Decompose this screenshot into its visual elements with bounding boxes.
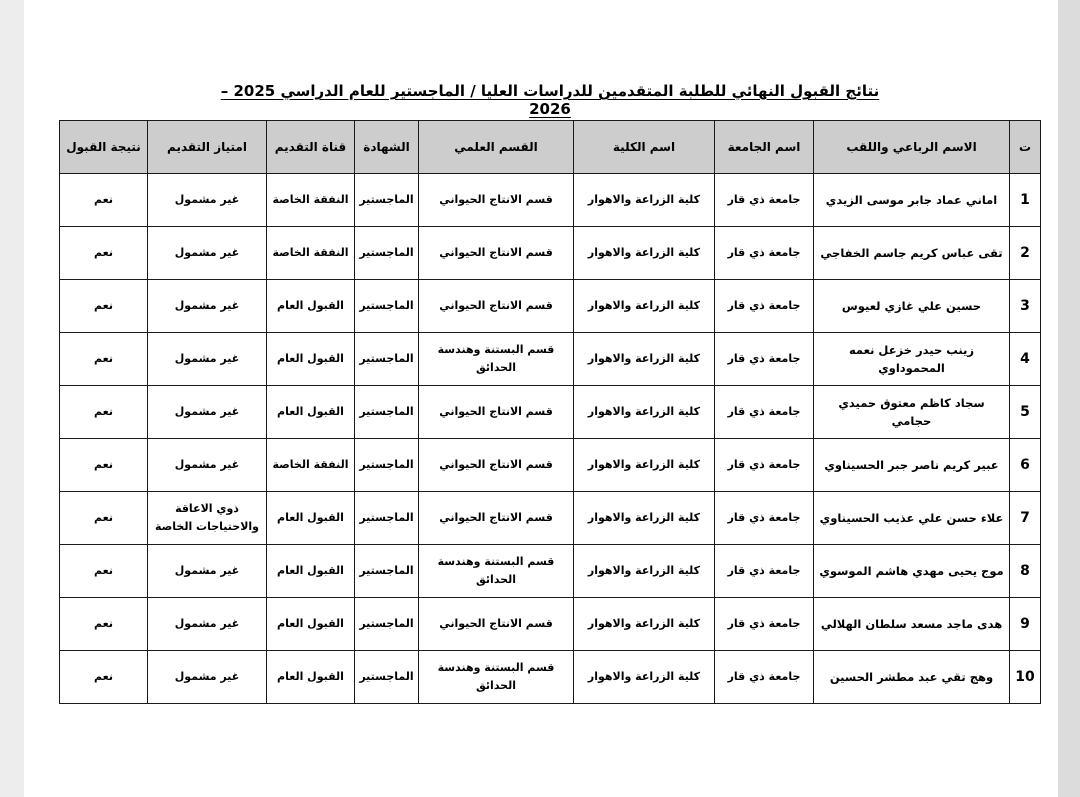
table-row [60, 333, 1041, 386]
table-row [60, 651, 1041, 704]
cell-college: كلية الزراعة والاهوار [574, 174, 715, 227]
cell-channel: القبول العام [267, 651, 355, 704]
cell-degree: الماجستير [355, 174, 419, 227]
table-row [60, 492, 1041, 545]
cell-degree: الماجستير [355, 492, 419, 545]
cell-result: نعم [60, 333, 148, 386]
cell-degree: الماجستير [355, 227, 419, 280]
cell-college: كلية الزراعة والاهوار [574, 386, 715, 439]
cell-name: زينب حيدر خزعل نعمه المحموداوي [814, 333, 1010, 386]
table-row [60, 545, 1041, 598]
cell-university: جامعة ذي قار [715, 333, 814, 386]
cell-privilege: غير مشمول [148, 439, 267, 492]
table-row [60, 174, 1041, 227]
cell-privilege: غير مشمول [148, 333, 267, 386]
cell-name: تقى عباس كريم جاسم الخفاجي [814, 227, 1010, 280]
cell-privilege: غير مشمول [148, 545, 267, 598]
cell-channel: القبول العام [267, 545, 355, 598]
cell-result: نعم [60, 439, 148, 492]
page-edge [1058, 0, 1080, 797]
cell-channel: النفقة الخاصة [267, 227, 355, 280]
cell-name: اماني عماد جابر موسى الزيدي [814, 174, 1010, 227]
cell-degree: الماجستير [355, 651, 419, 704]
cell-channel: القبول العام [267, 333, 355, 386]
cell-privilege: غير مشمول [148, 598, 267, 651]
cell-university: جامعة ذي قار [715, 492, 814, 545]
cell-privilege: غير مشمول [148, 386, 267, 439]
document-title: نتائج القبول النهائي للطلبة المتقدمين للدراسات العليا / الماجستير للعام الدراسي 2025 – 2026 [220, 82, 880, 118]
cell-department: قسم الانتاج الحيواني [419, 227, 574, 280]
cell-name: علاء حسن علي عذيب الحسيناوي [814, 492, 1010, 545]
cell-result: نعم [60, 545, 148, 598]
cell-result: نعم [60, 174, 148, 227]
cell-university: جامعة ذي قار [715, 386, 814, 439]
cell-college: كلية الزراعة والاهوار [574, 439, 715, 492]
table-row [60, 598, 1041, 651]
cell-degree: الماجستير [355, 280, 419, 333]
cell-channel: النفقة الخاصة [267, 174, 355, 227]
cell-college: كلية الزراعة والاهوار [574, 545, 715, 598]
cell-department: قسم البستنة وهندسة الحدائق [419, 333, 574, 386]
cell-college: كلية الزراعة والاهوار [574, 227, 715, 280]
cell-name: وهج تقي عبد مطشر الحسين [814, 651, 1010, 704]
cell-index: 5 [1010, 386, 1041, 439]
table-row [60, 439, 1041, 492]
cell-department: قسم الانتاج الحيواني [419, 174, 574, 227]
admission-results-table [59, 120, 1041, 704]
cell-privilege: ذوي الاعاقة والاحتياجات الخاصة [148, 492, 267, 545]
cell-channel: القبول العام [267, 598, 355, 651]
header-privilege: امتياز التقديم [148, 121, 267, 174]
cell-index: 1 [1010, 174, 1041, 227]
table-row [60, 280, 1041, 333]
cell-index: 7 [1010, 492, 1041, 545]
cell-department: قسم البستنة وهندسة الحدائق [419, 651, 574, 704]
cell-result: نعم [60, 651, 148, 704]
cell-index: 9 [1010, 598, 1041, 651]
cell-department: قسم البستنة وهندسة الحدائق [419, 545, 574, 598]
cell-department: قسم الانتاج الحيواني [419, 386, 574, 439]
cell-result: نعم [60, 598, 148, 651]
cell-index: 8 [1010, 545, 1041, 598]
cell-department: قسم الانتاج الحيواني [419, 439, 574, 492]
cell-index: 6 [1010, 439, 1041, 492]
cell-privilege: غير مشمول [148, 227, 267, 280]
table-row [60, 386, 1041, 439]
cell-index: 10 [1010, 651, 1041, 704]
cell-university: جامعة ذي قار [715, 651, 814, 704]
cell-result: نعم [60, 227, 148, 280]
cell-degree: الماجستير [355, 439, 419, 492]
table-row [60, 227, 1041, 280]
header-name: الاسم الرباعي واللقب [814, 121, 1010, 174]
cell-result: نعم [60, 280, 148, 333]
cell-degree: الماجستير [355, 598, 419, 651]
cell-channel: القبول العام [267, 386, 355, 439]
cell-university: جامعة ذي قار [715, 545, 814, 598]
cell-channel: القبول العام [267, 492, 355, 545]
cell-channel: القبول العام [267, 280, 355, 333]
cell-name: عبير كريم ناصر جبر الحسيناوي [814, 439, 1010, 492]
header-university: اسم الجامعة [715, 121, 814, 174]
cell-privilege: غير مشمول [148, 280, 267, 333]
cell-college: كلية الزراعة والاهوار [574, 598, 715, 651]
header-result: نتيجة القبول [60, 121, 148, 174]
cell-channel: النفقة الخاصة [267, 439, 355, 492]
header-channel: قناة التقديم [267, 121, 355, 174]
cell-department: قسم الانتاج الحيواني [419, 492, 574, 545]
cell-privilege: غير مشمول [148, 651, 267, 704]
header-degree: الشهادة [355, 121, 419, 174]
cell-degree: الماجستير [355, 386, 419, 439]
cell-index: 3 [1010, 280, 1041, 333]
cell-department: قسم الانتاج الحيواني [419, 280, 574, 333]
cell-index: 2 [1010, 227, 1041, 280]
header-department: القسم العلمي [419, 121, 574, 174]
cell-college: كلية الزراعة والاهوار [574, 651, 715, 704]
cell-degree: الماجستير [355, 333, 419, 386]
cell-department: قسم الانتاج الحيواني [419, 598, 574, 651]
header-college: اسم الكلية [574, 121, 715, 174]
cell-university: جامعة ذي قار [715, 227, 814, 280]
cell-index: 4 [1010, 333, 1041, 386]
cell-privilege: غير مشمول [148, 174, 267, 227]
cell-university: جامعة ذي قار [715, 598, 814, 651]
header-index: ت [1010, 121, 1041, 174]
cell-university: جامعة ذي قار [715, 439, 814, 492]
cell-result: نعم [60, 492, 148, 545]
cell-college: كلية الزراعة والاهوار [574, 280, 715, 333]
cell-college: كلية الزراعة والاهوار [574, 333, 715, 386]
cell-result: نعم [60, 386, 148, 439]
cell-college: كلية الزراعة والاهوار [574, 492, 715, 545]
cell-degree: الماجستير [355, 545, 419, 598]
cell-name: سجاد كاظم معتوق حميدي حجامي [814, 386, 1010, 439]
cell-name: موج يحيى مهدي هاشم الموسوي [814, 545, 1010, 598]
cell-university: جامعة ذي قار [715, 280, 814, 333]
cell-university: جامعة ذي قار [715, 174, 814, 227]
table-header-row [60, 121, 1041, 174]
cell-name: حسين علي غازي لعيوس [814, 280, 1010, 333]
cell-name: هدى ماجد مسعد سلطان الهلالي [814, 598, 1010, 651]
